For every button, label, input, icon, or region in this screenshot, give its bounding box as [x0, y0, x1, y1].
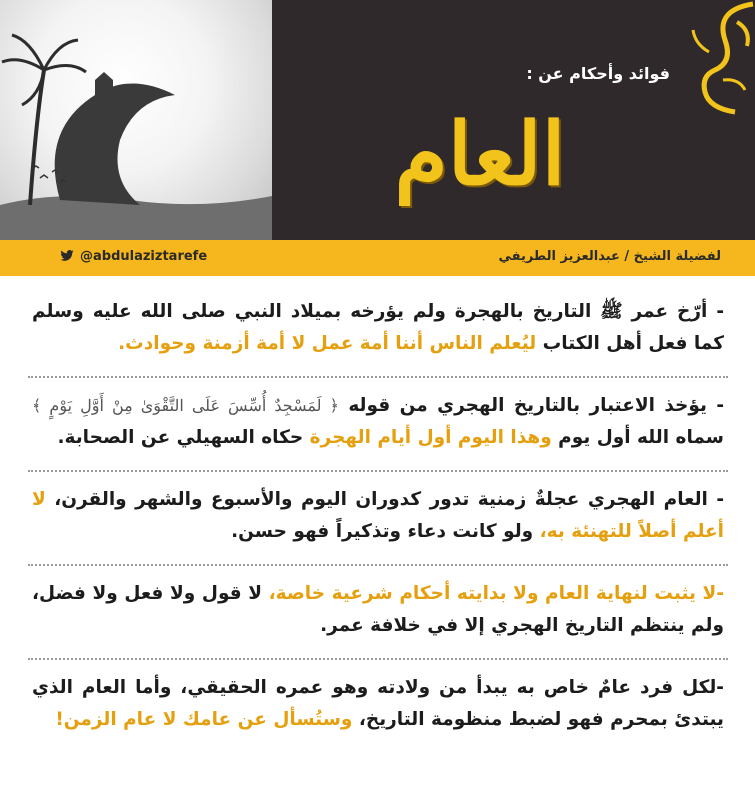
- item-text: حكاه السهيلي عن الصحابة.: [57, 427, 310, 448]
- twitter-handle: [60, 249, 207, 264]
- item-text: - يؤخذ الاعتبار بالتاريخ الهجري من قوله: [338, 395, 725, 416]
- gold-ornament-icon: [675, 0, 755, 130]
- dotted-divider: [28, 658, 728, 660]
- item-text: سماه الله أول يوم: [551, 427, 724, 448]
- item-text: لا قول ولا فعل ولا فضل، ولم ينتظم التاريخ الهجري إلا في خلافة عمر.: [32, 583, 724, 636]
- item-text: ولو كانت دعاء وتذكيراً فهو حسن.: [231, 521, 540, 542]
- author-name: لفضيلة الشيخ / عبدالعزيز الطريفي: [498, 249, 721, 264]
- list-item: [28, 672, 728, 746]
- item-highlight: وستُسأل عن عامك لا عام الزمن!: [55, 709, 353, 730]
- list-item: [28, 484, 728, 558]
- poster-title: العام: [394, 104, 566, 205]
- item-highlight: -لا يثبت لنهاية العام ولا بدايته أحكام شرعية خاصة،: [268, 583, 724, 604]
- dotted-divider: [28, 376, 728, 378]
- item-highlight: وهذا اليوم أول أيام الهجرة: [309, 427, 552, 448]
- dotted-divider: [28, 470, 728, 472]
- poster-subtitle: فوائد وأحكام عن :: [526, 64, 670, 83]
- quran-verse: ﴿ لَمَسْجِدٌ أُسِّسَ عَلَى التَّقْوَىٰ مِنْ أَوَّلِ يَوْمٍ ﴾: [32, 396, 339, 415]
- author-bar: [0, 240, 755, 276]
- crescent-moon-photo: [0, 0, 272, 240]
- twitter-handle-text: @abdulaziztarefe: [80, 249, 208, 264]
- list-item: [28, 390, 728, 464]
- item-text: - أرّخ عمر ﷺ التاريخ بالهجرة ولم يؤرخه بميلاد النبي صلى الله عليه وسلم كما فعل أهل الكتاب: [32, 301, 724, 354]
- item-text: - العام الهجري عجلةٌ زمنية تدور كدوران اليوم والأسبوع والشهر والقرن،: [45, 489, 724, 510]
- item-highlight: لا أعلم أصلاً للتهنئة به،: [32, 489, 724, 542]
- list-item: [28, 296, 728, 370]
- item-text: -لكل فرد عامٌ خاص به يبدأ من ولادته وهو عمره الحقيقي، وأما العام الذي يبتدئ بمحرم فهو لضبط منظومة التاريخ،: [32, 677, 724, 730]
- benefits-list: [28, 296, 728, 746]
- header-banner: [0, 0, 755, 240]
- crescent-illustration: [0, 0, 272, 240]
- list-item: [28, 578, 728, 652]
- twitter-bird-icon: [60, 250, 74, 261]
- item-highlight: ليُعلم الناس أننا أمة عمل لا أمة أزمنة وحوادث.: [118, 333, 537, 354]
- dotted-divider: [28, 564, 728, 566]
